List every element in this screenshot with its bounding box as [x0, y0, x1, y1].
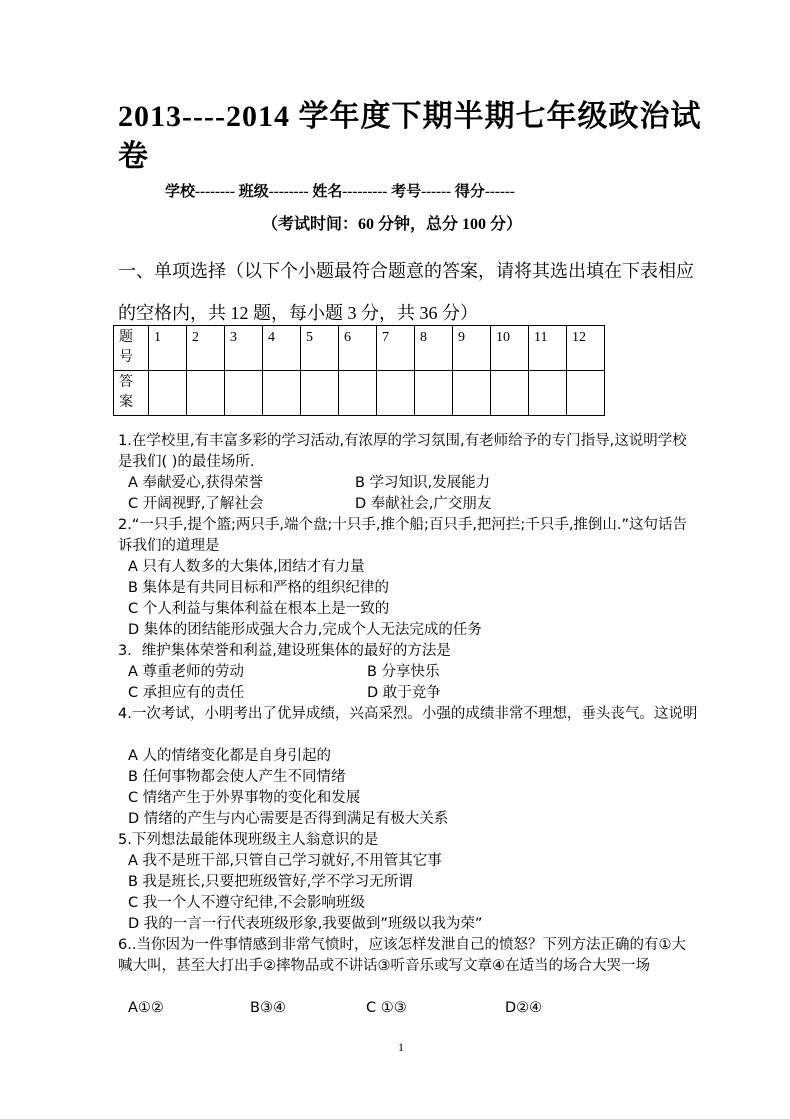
exam-time-line: （考试时间：60 分钟，总分 100 分）: [262, 216, 523, 233]
table-cell: 7: [377, 326, 415, 371]
table-cell: 6: [339, 326, 377, 371]
q3-option-c: C 承担应有的责任: [128, 685, 245, 701]
table-cell: 8: [415, 326, 453, 371]
q1-option-c: C 开阔视野,了解社会: [128, 496, 264, 512]
answer-cell[interactable]: [491, 371, 529, 416]
answer-cell[interactable]: [377, 371, 415, 416]
table-cell: 1: [149, 326, 187, 371]
answer-row: [114, 371, 605, 416]
q2-option-a: A 只有人数多的大集体,团结才有力量: [128, 559, 365, 575]
q5-option-d: D 我的一言一行代表班级形象,我要做到”班级以我为荣”: [128, 916, 483, 932]
q3-option-a: A 尊重老师的劳动: [128, 664, 245, 680]
table-cell: 5: [301, 326, 339, 371]
question-6-stem: 6..当你因为一件事情感到非常气愤时，应该怎样发泄自己的愤怒？下列方法正确的有①大喊大叫，甚至大打出手②摔物品或不讲话③听音乐或写文章④在适当的场合大哭一场: [118, 937, 686, 974]
answer-cell[interactable]: [301, 371, 339, 416]
question-2-stem: 2.“一只手,提个篮;两只手,端个盘;十只手,推个船;百只手,把河拦;千只手,推倒山.”这句话告诉我们的道理是: [118, 517, 688, 554]
section-heading: 一、单项选择（以下个小题最符合题意的答案，请将其选出填在下表相应的空格内，共 12 题，每小题 3 分，共 36 分）: [118, 261, 694, 323]
q6-option-a: A①②: [128, 1000, 164, 1016]
answer-cell[interactable]: [529, 371, 567, 416]
table-cell: 2: [187, 326, 225, 371]
question-5-stem: 5.下列想法最能体现班级主人翁意识的是: [118, 832, 379, 848]
q5-option-a: A 我不是班干部,只管自己学习就好,不用管其它事: [128, 853, 442, 869]
answer-table: [113, 325, 605, 416]
q4-option-c: C 情绪产生于外界事物的变化和发展: [128, 790, 361, 806]
q2-option-d: D 集体的团结能形成强大合力,完成个人无法完成的任务: [128, 622, 482, 638]
q6-option-c: C ①③: [366, 1000, 407, 1016]
q1-option-d: D 奉献社会,广交朋友: [355, 496, 492, 512]
question-4-stem: 4.一次考试，小明考出了优异成绩，兴高采烈。小强的成绩非常不理想，垂头丧气。这说明: [118, 706, 698, 722]
answer-cell[interactable]: [225, 371, 263, 416]
q2-option-b: B 集体是有共同目标和严格的组织纪律的: [128, 580, 390, 596]
table-cell: 3: [225, 326, 263, 371]
answer-cell[interactable]: [567, 371, 605, 416]
answer-cell[interactable]: [339, 371, 377, 416]
question-number-row: [114, 326, 605, 371]
q3-option-d: D 敢于竞争: [367, 685, 441, 701]
table-cell: 12: [567, 326, 605, 371]
student-info-line: 学校-------- 班级-------- 姓名--------- 考号------ 得分------: [165, 184, 515, 200]
answer-cell[interactable]: [453, 371, 491, 416]
table-cell: 9: [453, 326, 491, 371]
row-head-answer: 答案: [114, 371, 149, 416]
q1-option-b: B 学习知识,发展能力: [355, 475, 491, 491]
q3-option-b: B 分享快乐: [367, 664, 440, 680]
q2-option-c: C 个人利益与集体利益在根本上是一致的: [128, 601, 390, 617]
table-cell: 11: [529, 326, 567, 371]
q4-option-d: D 情绪的产生与内心需要是否得到满足有极大关系: [128, 811, 449, 827]
answer-cell[interactable]: [149, 371, 187, 416]
q4-option-a: A 人的情绪变化都是自身引起的: [128, 748, 332, 764]
q6-option-b: B③④: [250, 1000, 286, 1016]
table-cell: 4: [263, 326, 301, 371]
q4-option-b: B 任何事物都会使人产生不同情绪: [128, 769, 346, 785]
q5-option-b: B 我是班长,只要把班级管好,学不学习无所谓: [128, 874, 413, 890]
answer-cell[interactable]: [263, 371, 301, 416]
page-number: 1: [398, 1040, 404, 1054]
q6-option-d: D②④: [505, 1000, 543, 1016]
table-cell: 10: [491, 326, 529, 371]
exam-title: 2013----2014 学年度下期半期七年级政治试卷: [118, 100, 702, 173]
q5-option-c: C 我一个人不遵守纪律,不会影响班级: [128, 895, 365, 911]
question-3-stem: 3．维护集体荣誉和利益,建设班集体的最好的方法是: [118, 643, 451, 659]
row-head-number: 题号: [114, 326, 149, 371]
answer-cell[interactable]: [187, 371, 225, 416]
q1-option-a: A 奉献爱心,获得荣誉: [128, 475, 264, 491]
answer-cell[interactable]: [415, 371, 453, 416]
question-1-stem: 1.在学校里,有丰富多彩的学习活动,有浓厚的学习氛围,有老师给予的专门指导,这说明学校是我们( )的最佳场所.: [118, 433, 687, 470]
